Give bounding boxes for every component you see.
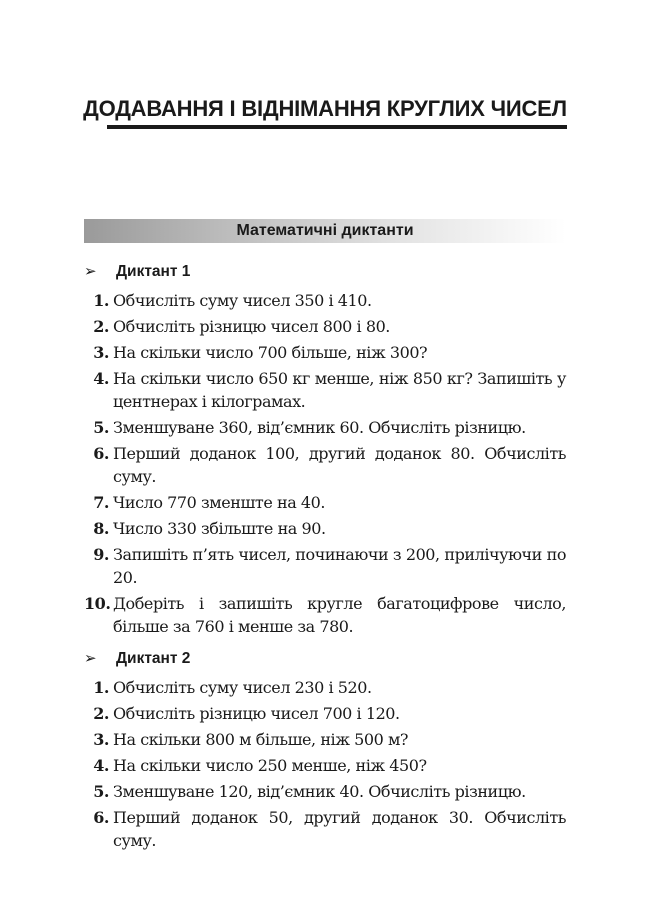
list-item [84,676,566,699]
list-item [84,517,566,540]
item-text: Число 330 збільште на 90. [113,519,326,538]
dictation-2-heading [84,649,190,668]
item-text: Перший доданок 50, другий доданок 30. Обчисліть суму. [113,808,566,850]
list-item [84,702,566,725]
item-number: 6. [93,444,109,463]
item-text: Перший доданок 100, другий доданок 80. Обчисліть суму. [113,444,566,486]
list-item [84,491,566,514]
item-text: На скільки число 650 кг менше, ніж 850 кг? Запишіть у центнерах і кілограмах. [113,369,566,411]
list-item [84,754,566,777]
item-number: 9. [93,545,109,564]
item-number: 2. [93,704,109,723]
item-text: Обчисліть суму чисел 350 і 410. [113,291,372,310]
arrow-bullet-icon: ➢ [84,650,97,667]
item-text: Обчисліть різницю чисел 800 і 80. [113,317,390,336]
arrow-bullet-icon: ➢ [84,263,97,280]
item-text: Обчисліть різницю чисел 700 і 120. [113,704,400,723]
dictation-1-title: Диктант 1 [116,263,191,280]
item-number: 3. [93,343,109,362]
list-item [84,728,566,751]
dictation-1-heading [84,262,190,281]
item-number: 7. [93,493,109,512]
item-number: 4. [93,369,109,388]
item-number: 1. [93,678,109,697]
list-item [84,416,566,439]
item-number: 10. [84,594,111,613]
section-title: Математичні диктанти [236,222,414,239]
list-item [84,341,566,364]
page-title: ДОДАВАННЯ І ВІДНІМАННЯ КРУГЛИХ ЧИСЕЛ [83,96,567,121]
dictation-1-list [84,289,566,641]
list-item [84,806,566,852]
item-number: 1. [93,291,109,310]
item-text: Число 770 зменште на 40. [113,493,326,512]
item-text: Обчисліть суму чисел 230 і 520. [113,678,372,697]
item-text: На скільки 800 м більше, ніж 500 м? [113,730,409,749]
dictation-2-list [84,676,566,855]
item-text: Доберіть і запишіть кругле багатоцифрове число, більше за 760 і менше за 780. [113,594,566,636]
list-item [84,442,566,488]
item-number: 4. [93,756,109,775]
title-underline [107,125,567,129]
item-text: На скільки число 250 менше, ніж 450? [113,756,427,775]
item-number: 3. [93,730,109,749]
item-text: Зменшуване 360, від’ємник 60. Обчисліть різницю. [113,418,526,437]
list-item [84,289,566,312]
item-text: Зменшуване 120, від’ємник 40. Обчисліть різницю. [113,782,526,801]
item-text: Запишіть п’ять чисел, починаючи з 200, прилічуючи по 20. [113,545,566,587]
dictation-2-title: Диктант 2 [116,650,191,667]
item-number: 8. [93,519,109,538]
item-text: На скільки число 700 більше, ніж 300? [113,343,428,362]
list-item [84,780,566,803]
item-number: 5. [93,782,109,801]
list-item [84,592,566,638]
list-item [84,543,566,589]
item-number: 6. [93,808,109,827]
list-item [84,367,566,413]
item-number: 2. [93,317,109,336]
list-item [84,315,566,338]
item-number: 5. [93,418,109,437]
